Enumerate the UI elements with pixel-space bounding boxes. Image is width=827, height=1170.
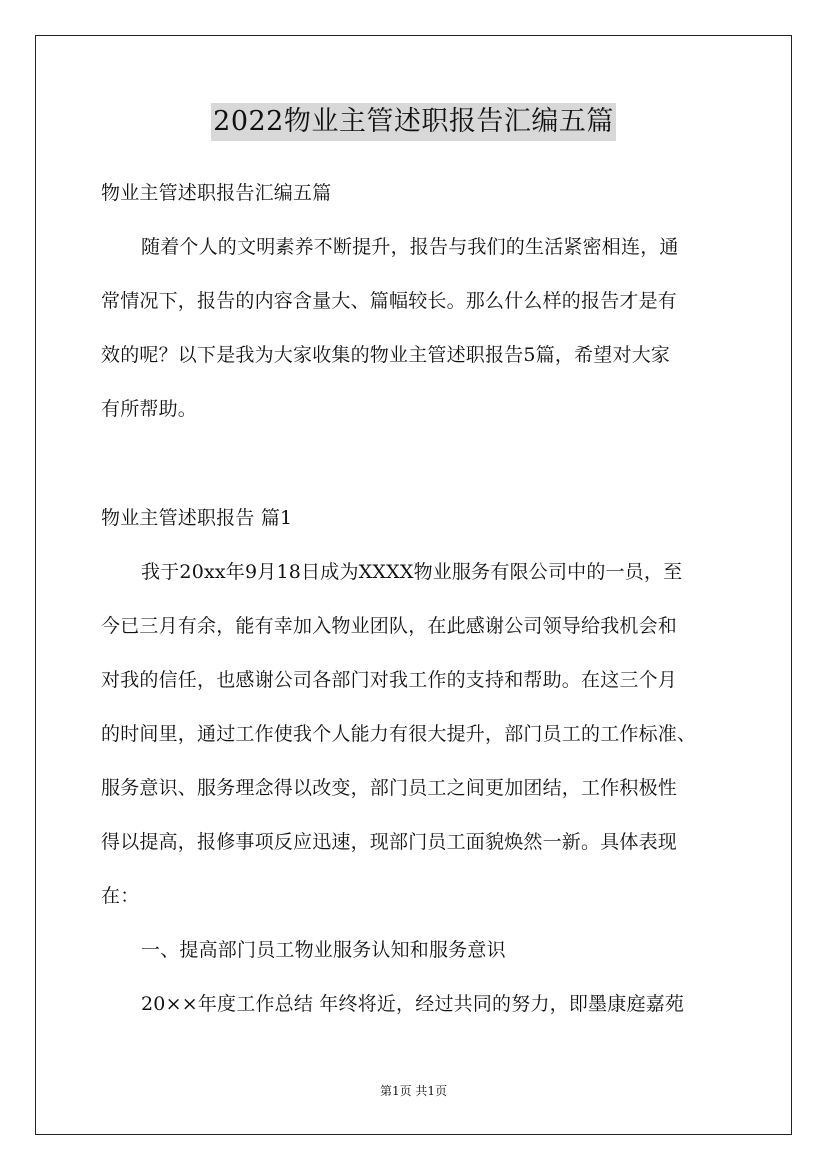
body-line: 服务意识、服务理念得以改变，部门员工之间更加团结，工作积极性 [101,777,678,799]
intro-line: 有所帮助。 [101,398,198,420]
body-line: 对我的信任，也感谢公司各部门对我工作的支持和帮助。在这三个月 [101,669,678,691]
page-footer: 第1页 共1页 [379,1084,448,1098]
section-heading: 物业主管述职报告 篇1 [101,507,293,529]
body-line: 今已三月有余，能有幸加入物业团队，在此感谢公司领导给我机会和 [101,615,678,637]
intro-line: 效的呢？以下是我为大家收集的物业主管述职报告5篇，希望对大家 [101,344,671,366]
intro-line: 随着个人的文明素养不断提升，报告与我们的生活紧密相连，通 [141,236,679,258]
intro-line: 常情况下，报告的内容含量大、篇幅较长。那么什么样的报告才是有 [101,290,678,312]
body-line: 我于20xx年9月18日成为XXXX物业服务有限公司中的一员，至 [141,561,683,583]
body-line: 20××年度工作总结 年终将近，经过共同的努力，即墨康庭嘉苑 [141,993,685,1015]
body-line: 的时间里，通过工作使我个人能力有很大提升，部门员工的工作标准、 [101,723,697,745]
body-line: 在： [101,885,140,907]
body-line: 得以提高，报修事项反应迅速，现部门员工面貌焕然一新。具体表现 [101,831,678,853]
document-title: 2022物业主管述职报告汇编五篇 [211,103,616,141]
document-subtitle: 物业主管述职报告汇编五篇 [101,182,332,204]
title-container [0,103,827,141]
point-heading: 一、提高部门员工物业服务认知和服务意识 [141,939,506,961]
